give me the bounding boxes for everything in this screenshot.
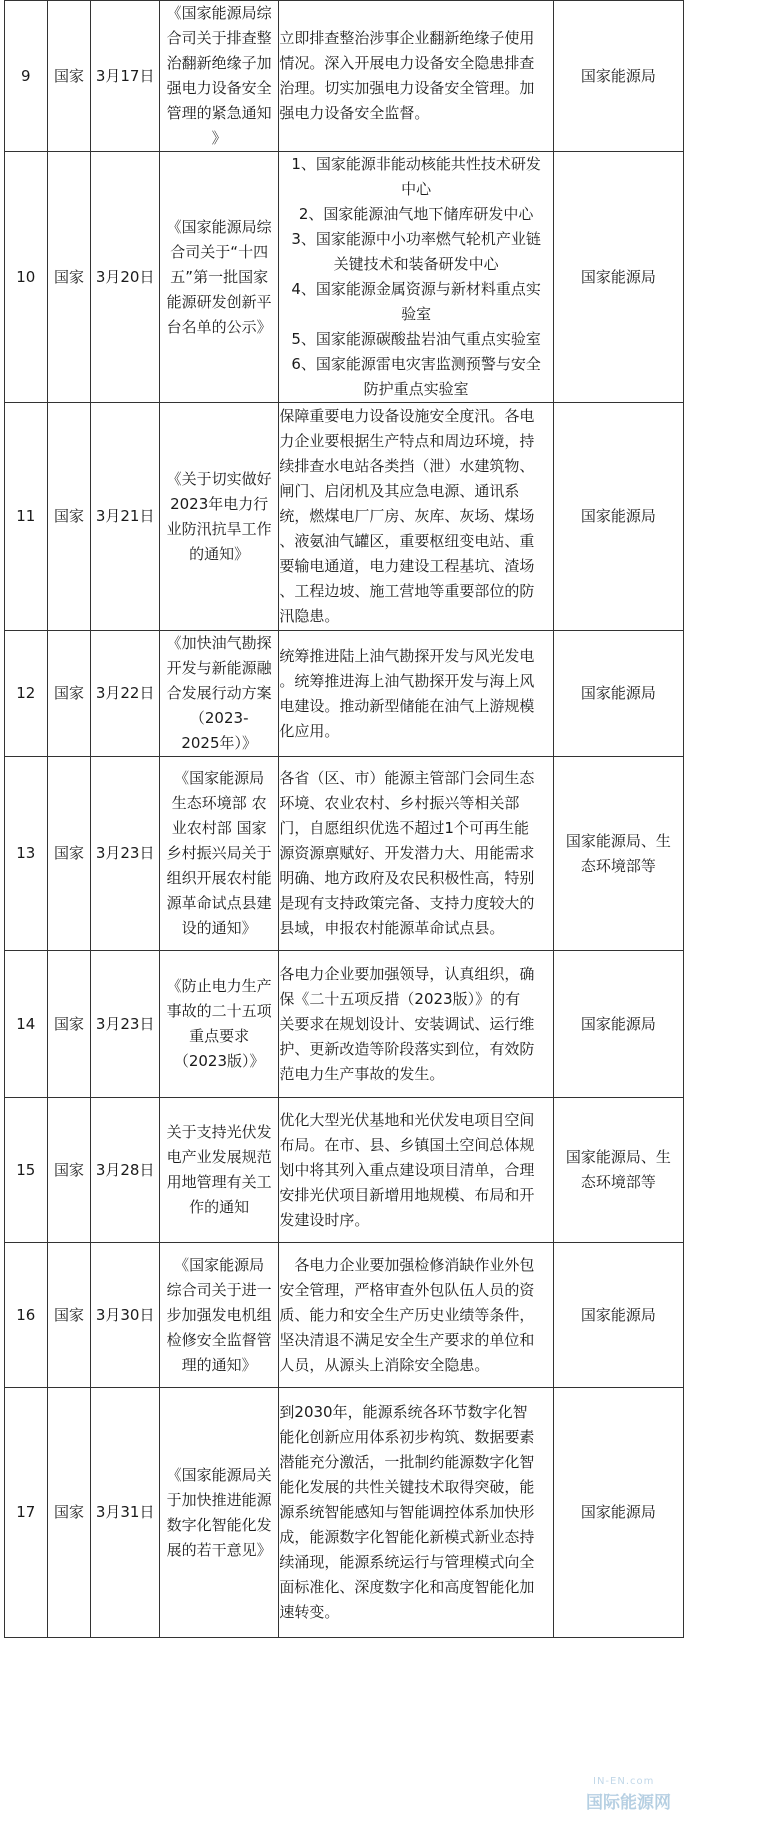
row-date: 3月31日 <box>91 1388 160 1638</box>
policy-content-line: 源系统智能感知与智能调控体系加快形 <box>279 1503 535 1521</box>
policy-title-line: 《防止电力生产 <box>166 977 272 995</box>
policy-content-line: 。统筹推进海上油气勘探开发与海上风 <box>279 671 535 690</box>
policy-title-line: 组织开展农村能 <box>166 869 272 887</box>
row-number: 12 <box>5 631 48 757</box>
policy-title <box>159 152 278 403</box>
policy-title <box>159 1388 278 1638</box>
policy-content-line: 闸门、启闭机及其应急电源、通讯系 <box>279 482 520 500</box>
issuing-agency-line: 国家能源局 <box>580 267 656 286</box>
policy-title-line: 步加强发电机组 <box>166 1305 272 1324</box>
policy-title-line: （2023版）》 <box>173 1052 265 1070</box>
policy-title <box>159 1243 278 1388</box>
row-level: 国家 <box>47 631 91 757</box>
policy-content-line: 质、能力和安全生产历史业绩等条件， <box>279 1305 535 1324</box>
policy-title-line: 台名单的公示》 <box>166 317 272 336</box>
policy-content-line: 人员，从源头上消除安全隐患。 <box>279 1355 490 1374</box>
row-number: 14 <box>5 951 48 1098</box>
policy-content-line: 明确、地方政府及农民积极性高，特别 <box>279 869 535 887</box>
watermark-logo <box>538 1772 688 1828</box>
policy-title-line: 重点要求 <box>189 1027 250 1045</box>
policy-content-line: 成，能源数字化智能化新模式新业态持 <box>279 1528 535 1546</box>
policy-content-line: 速转变。 <box>279 1603 340 1621</box>
policy-title-line: 《国家能源局关 <box>166 1465 272 1484</box>
watermark-name: 国际能源网 <box>586 1793 671 1813</box>
policy-content-line: 立即排查整治涉事企业翻新绝缘子使用 <box>279 29 535 47</box>
policy-title-line: 的通知》 <box>189 544 250 563</box>
policy-content-line: 各省（区、市）能源主管部门会同生态 <box>279 769 535 787</box>
policy-content-line: 防护重点实验室 <box>363 380 469 398</box>
table-row <box>5 1388 684 1638</box>
policy-content-line: 统，燃煤电厂厂房、灰库、灰场、煤场 <box>279 507 535 525</box>
policy-content <box>279 152 553 403</box>
policy-title-line: 五”第一批国家 <box>170 267 269 286</box>
issuing-agency-line: 国家能源局 <box>580 1014 656 1033</box>
policy-title-line: （2023- <box>189 709 249 727</box>
policy-content <box>279 1098 553 1243</box>
policy-content-line: 电建设。推动新型储能在油气上游规模 <box>279 696 535 715</box>
policy-title-line: 《国家能源局综 <box>166 217 272 236</box>
policy-title-line: 用地管理有关工 <box>166 1173 272 1191</box>
policy-content-line: 、液氨油气罐区，重要枢纽变电站、重 <box>279 532 535 550</box>
issuing-agency <box>553 1388 683 1638</box>
policy-title-line: 源革命试点县建 <box>166 894 272 912</box>
policy-content-line: 2、国家能源油气地下储库研发中心 <box>298 205 534 223</box>
policy-content-line: 是现有支持政策完备、支持力度较大的 <box>279 894 535 912</box>
policy-content-line: 能化发展的共性关键技术取得突破，能 <box>279 1478 535 1496</box>
table-row <box>5 1243 684 1388</box>
policy-title-line: 作的通知 <box>189 1198 250 1216</box>
issuing-agency <box>553 757 683 951</box>
policy-content-line: 布局。在市、县、乡镇国土空间总体规 <box>279 1135 535 1154</box>
policy-table <box>4 0 684 1638</box>
policy-content <box>279 1 553 152</box>
policy-title-line: 展的若干意见》 <box>166 1540 272 1559</box>
row-level: 国家 <box>47 1388 91 1638</box>
row-number: 13 <box>5 757 48 951</box>
policy-title-line: 《国家能源局 <box>174 769 265 787</box>
policy-title <box>159 951 278 1098</box>
policy-title-line: 《国家能源局 <box>174 1255 265 1274</box>
policy-content-line: 3、国家能源中小功率燃气轮机产业链 <box>291 230 541 248</box>
policy-content <box>279 951 553 1098</box>
policy-content-line: 6、国家能源雷电灾害监测预警与安全 <box>291 355 541 373</box>
policy-title-line: 乡村振兴局关于 <box>166 844 272 862</box>
row-date: 3月21日 <box>91 403 160 631</box>
policy-content-line: 要输电通道，电力建设工程基坑、渣场 <box>279 557 535 575</box>
policy-title-line: 于加快推进能源 <box>166 1490 272 1509</box>
issuing-agency-line: 态环境部等 <box>580 856 656 875</box>
policy-title-line: 设的通知》 <box>181 919 257 937</box>
policy-content-line: 划中将其列入重点建设项目清单，合理 <box>279 1160 535 1179</box>
policy-title <box>159 1098 278 1243</box>
policy-content-line: 能化创新应用体系初步构筑、数据要素 <box>279 1428 535 1446</box>
issuing-agency-line: 国家能源局、生 <box>565 831 671 850</box>
policy-title-line: 《国家能源局综 <box>166 4 272 22</box>
issuing-agency <box>553 1098 683 1243</box>
row-number: 10 <box>5 152 48 403</box>
policy-title-line: 理的通知》 <box>181 1355 257 1374</box>
policy-content <box>279 631 553 757</box>
table-row <box>5 1098 684 1243</box>
issuing-agency-line: 国家能源局、生 <box>565 1148 671 1166</box>
policy-content-line: 范电力生产事故的发生。 <box>279 1064 445 1083</box>
table-row <box>5 951 684 1098</box>
policy-title-line: 》 <box>211 129 227 147</box>
policy-title-line: 业防汛抗旱工作 <box>166 519 272 538</box>
policy-title <box>159 1 278 152</box>
policy-content-line: 统筹推进陆上油气勘探开发与风光发电 <box>279 646 535 665</box>
row-date: 3月23日 <box>91 757 160 951</box>
row-date: 3月23日 <box>91 951 160 1098</box>
row-level: 国家 <box>47 152 91 403</box>
policy-title <box>159 757 278 951</box>
policy-title <box>159 631 278 757</box>
policy-content-line: 源资源禀赋好、开发潜力大、用能需求 <box>279 844 535 862</box>
policy-content-line: 汛隐患。 <box>279 607 340 625</box>
policy-content-line: 门，自愿组织优选不超过1个可再生能 <box>279 819 529 837</box>
issuing-agency <box>553 152 683 403</box>
policy-content-line: 护、更新改造等阶段落实到位，有效防 <box>279 1039 535 1058</box>
row-number: 15 <box>5 1098 48 1243</box>
policy-content-line: 强电力设备安全监督。 <box>279 104 430 122</box>
policy-content-line: 1、国家能源非能动核能共性技术研发 <box>291 155 541 173</box>
issuing-agency <box>553 403 683 631</box>
row-number: 9 <box>5 1 48 152</box>
policy-title-line: 能源研发创新平 <box>166 292 272 311</box>
policy-content-line: 优化大型光伏基地和光伏发电项目空间 <box>279 1110 535 1129</box>
policy-content-line: 潜能充分激活，一批制约能源数字化智 <box>279 1453 535 1471</box>
table-row <box>5 152 684 403</box>
row-level: 国家 <box>47 1243 91 1388</box>
policy-content-line: 力企业要根据生产特点和周边环境，持 <box>279 432 535 450</box>
row-date: 3月17日 <box>91 1 160 152</box>
table-row <box>5 631 684 757</box>
policy-content-line: 发建设时序。 <box>279 1210 370 1229</box>
policy-content <box>279 1243 553 1388</box>
policy-content <box>279 757 553 951</box>
row-date: 3月22日 <box>91 631 160 757</box>
policy-content-line: 到2030年，能源系统各环节数字化智 <box>279 1403 528 1421</box>
policy-title-line: 开发与新能源融 <box>166 659 272 677</box>
policy-content <box>279 403 553 631</box>
policy-title-line: 合司关于排查整 <box>166 29 272 47</box>
policy-title-line: 2023年电力行 <box>170 494 269 513</box>
issuing-agency <box>553 1 683 152</box>
issuing-agency-line: 国家能源局 <box>580 684 656 702</box>
policy-content-line: 面标准化、深度数字化和高度智能化加 <box>279 1578 535 1596</box>
policy-content-line: 关要求在规划设计、安装调试、运行维 <box>279 1014 535 1033</box>
policy-content-line: 坚决清退不满足安全生产要求的单位和 <box>279 1330 535 1349</box>
policy-content-line: 县域，申报农村能源革命试点县。 <box>279 919 505 937</box>
policy-title-line: 关于支持光伏发 <box>166 1123 272 1141</box>
issuing-agency-line: 国家能源局 <box>580 507 656 525</box>
policy-title-line: 数字化智能化发 <box>166 1515 272 1534</box>
watermark-domain: IN-EN.com <box>593 1776 655 1787</box>
policy-content-line: 情况。深入开展电力设备安全隐患排查 <box>279 54 535 72</box>
policy-title-line: 事故的二十五项 <box>166 1002 272 1020</box>
policy-title-line: 合发展行动方案 <box>166 684 272 702</box>
issuing-agency <box>553 1243 683 1388</box>
table-row <box>5 757 684 951</box>
issuing-agency <box>553 631 683 757</box>
policy-title-line: 《加快油气勘探 <box>166 634 272 652</box>
row-level: 国家 <box>47 951 91 1098</box>
issuing-agency <box>553 951 683 1098</box>
row-number: 17 <box>5 1388 48 1638</box>
policy-content-line: 安全管理，严格审查外包队伍人员的资 <box>279 1280 535 1299</box>
policy-title <box>159 403 278 631</box>
policy-content-line: 保障重要电力设备设施安全度汛。各电 <box>279 407 535 425</box>
row-number: 16 <box>5 1243 48 1388</box>
row-number: 11 <box>5 403 48 631</box>
policy-title-line: 强电力设备安全 <box>166 79 272 97</box>
policy-content-line: 4、国家能源金属资源与新材料重点实 <box>291 280 541 298</box>
policy-title-line: 生态环境部 农 <box>171 794 267 812</box>
policy-content-line: 中心 <box>401 180 432 198</box>
policy-title-line: 2025年）》 <box>181 734 258 752</box>
policy-content-line: 续涌现，能源系统运行与管理模式向全 <box>279 1553 535 1571</box>
policy-content-line: 验室 <box>401 305 432 323</box>
policy-title-line: 业农村部 国家 <box>171 819 267 837</box>
policy-content-line: 各电力企业要加强检修消缺作业外包 <box>279 1255 535 1274</box>
row-level: 国家 <box>47 1098 91 1243</box>
table-row <box>5 403 684 631</box>
policy-content-line: 、工程边坡、施工营地等重要部位的防 <box>279 582 535 600</box>
policy-title-line: 电产业发展规范 <box>166 1148 272 1166</box>
row-level: 国家 <box>47 403 91 631</box>
row-date: 3月28日 <box>91 1098 160 1243</box>
issuing-agency-line: 国家能源局 <box>580 1305 656 1324</box>
row-level: 国家 <box>47 757 91 951</box>
table-row <box>5 1 684 152</box>
policy-title-line: 管理的紧急通知 <box>166 104 272 122</box>
row-date: 3月20日 <box>91 152 160 403</box>
policy-title-line: 综合司关于进一 <box>166 1280 272 1299</box>
policy-content-line: 保《二十五项反措（2023版）》的有 <box>279 989 521 1008</box>
policy-title-line: 治翻新绝缘子加 <box>166 54 272 72</box>
policy-content-line: 各电力企业要加强领导，认真组织，确 <box>279 964 535 983</box>
policy-content-line: 5、国家能源碳酸盐岩油气重点实验室 <box>291 330 541 348</box>
policy-content-line: 安排光伏项目新增用地规模、布局和开 <box>279 1185 535 1204</box>
issuing-agency-line: 国家能源局 <box>580 1503 656 1521</box>
row-level: 国家 <box>47 1 91 152</box>
policy-table-body <box>5 1 684 1638</box>
policy-content <box>279 1388 553 1638</box>
row-date: 3月30日 <box>91 1243 160 1388</box>
policy-content-line: 关键技术和装备研发中心 <box>333 255 499 273</box>
issuing-agency-line: 国家能源局 <box>580 66 656 85</box>
policy-content-line: 治理。切实加强电力设备安全管理。加 <box>279 79 535 97</box>
policy-title-line: 《关于切实做好 <box>166 469 272 488</box>
policy-content-line: 化应用。 <box>279 721 340 740</box>
policy-content-line: 环境、农业农村、乡村振兴等相关部 <box>279 794 520 812</box>
policy-title-line: 检修安全监督管 <box>166 1330 272 1349</box>
issuing-agency-line: 态环境部等 <box>580 1173 656 1191</box>
policy-content-line: 续排查水电站各类挡（泄）水建筑物、 <box>279 457 535 475</box>
policy-title-line: 合司关于“十四 <box>170 242 269 261</box>
